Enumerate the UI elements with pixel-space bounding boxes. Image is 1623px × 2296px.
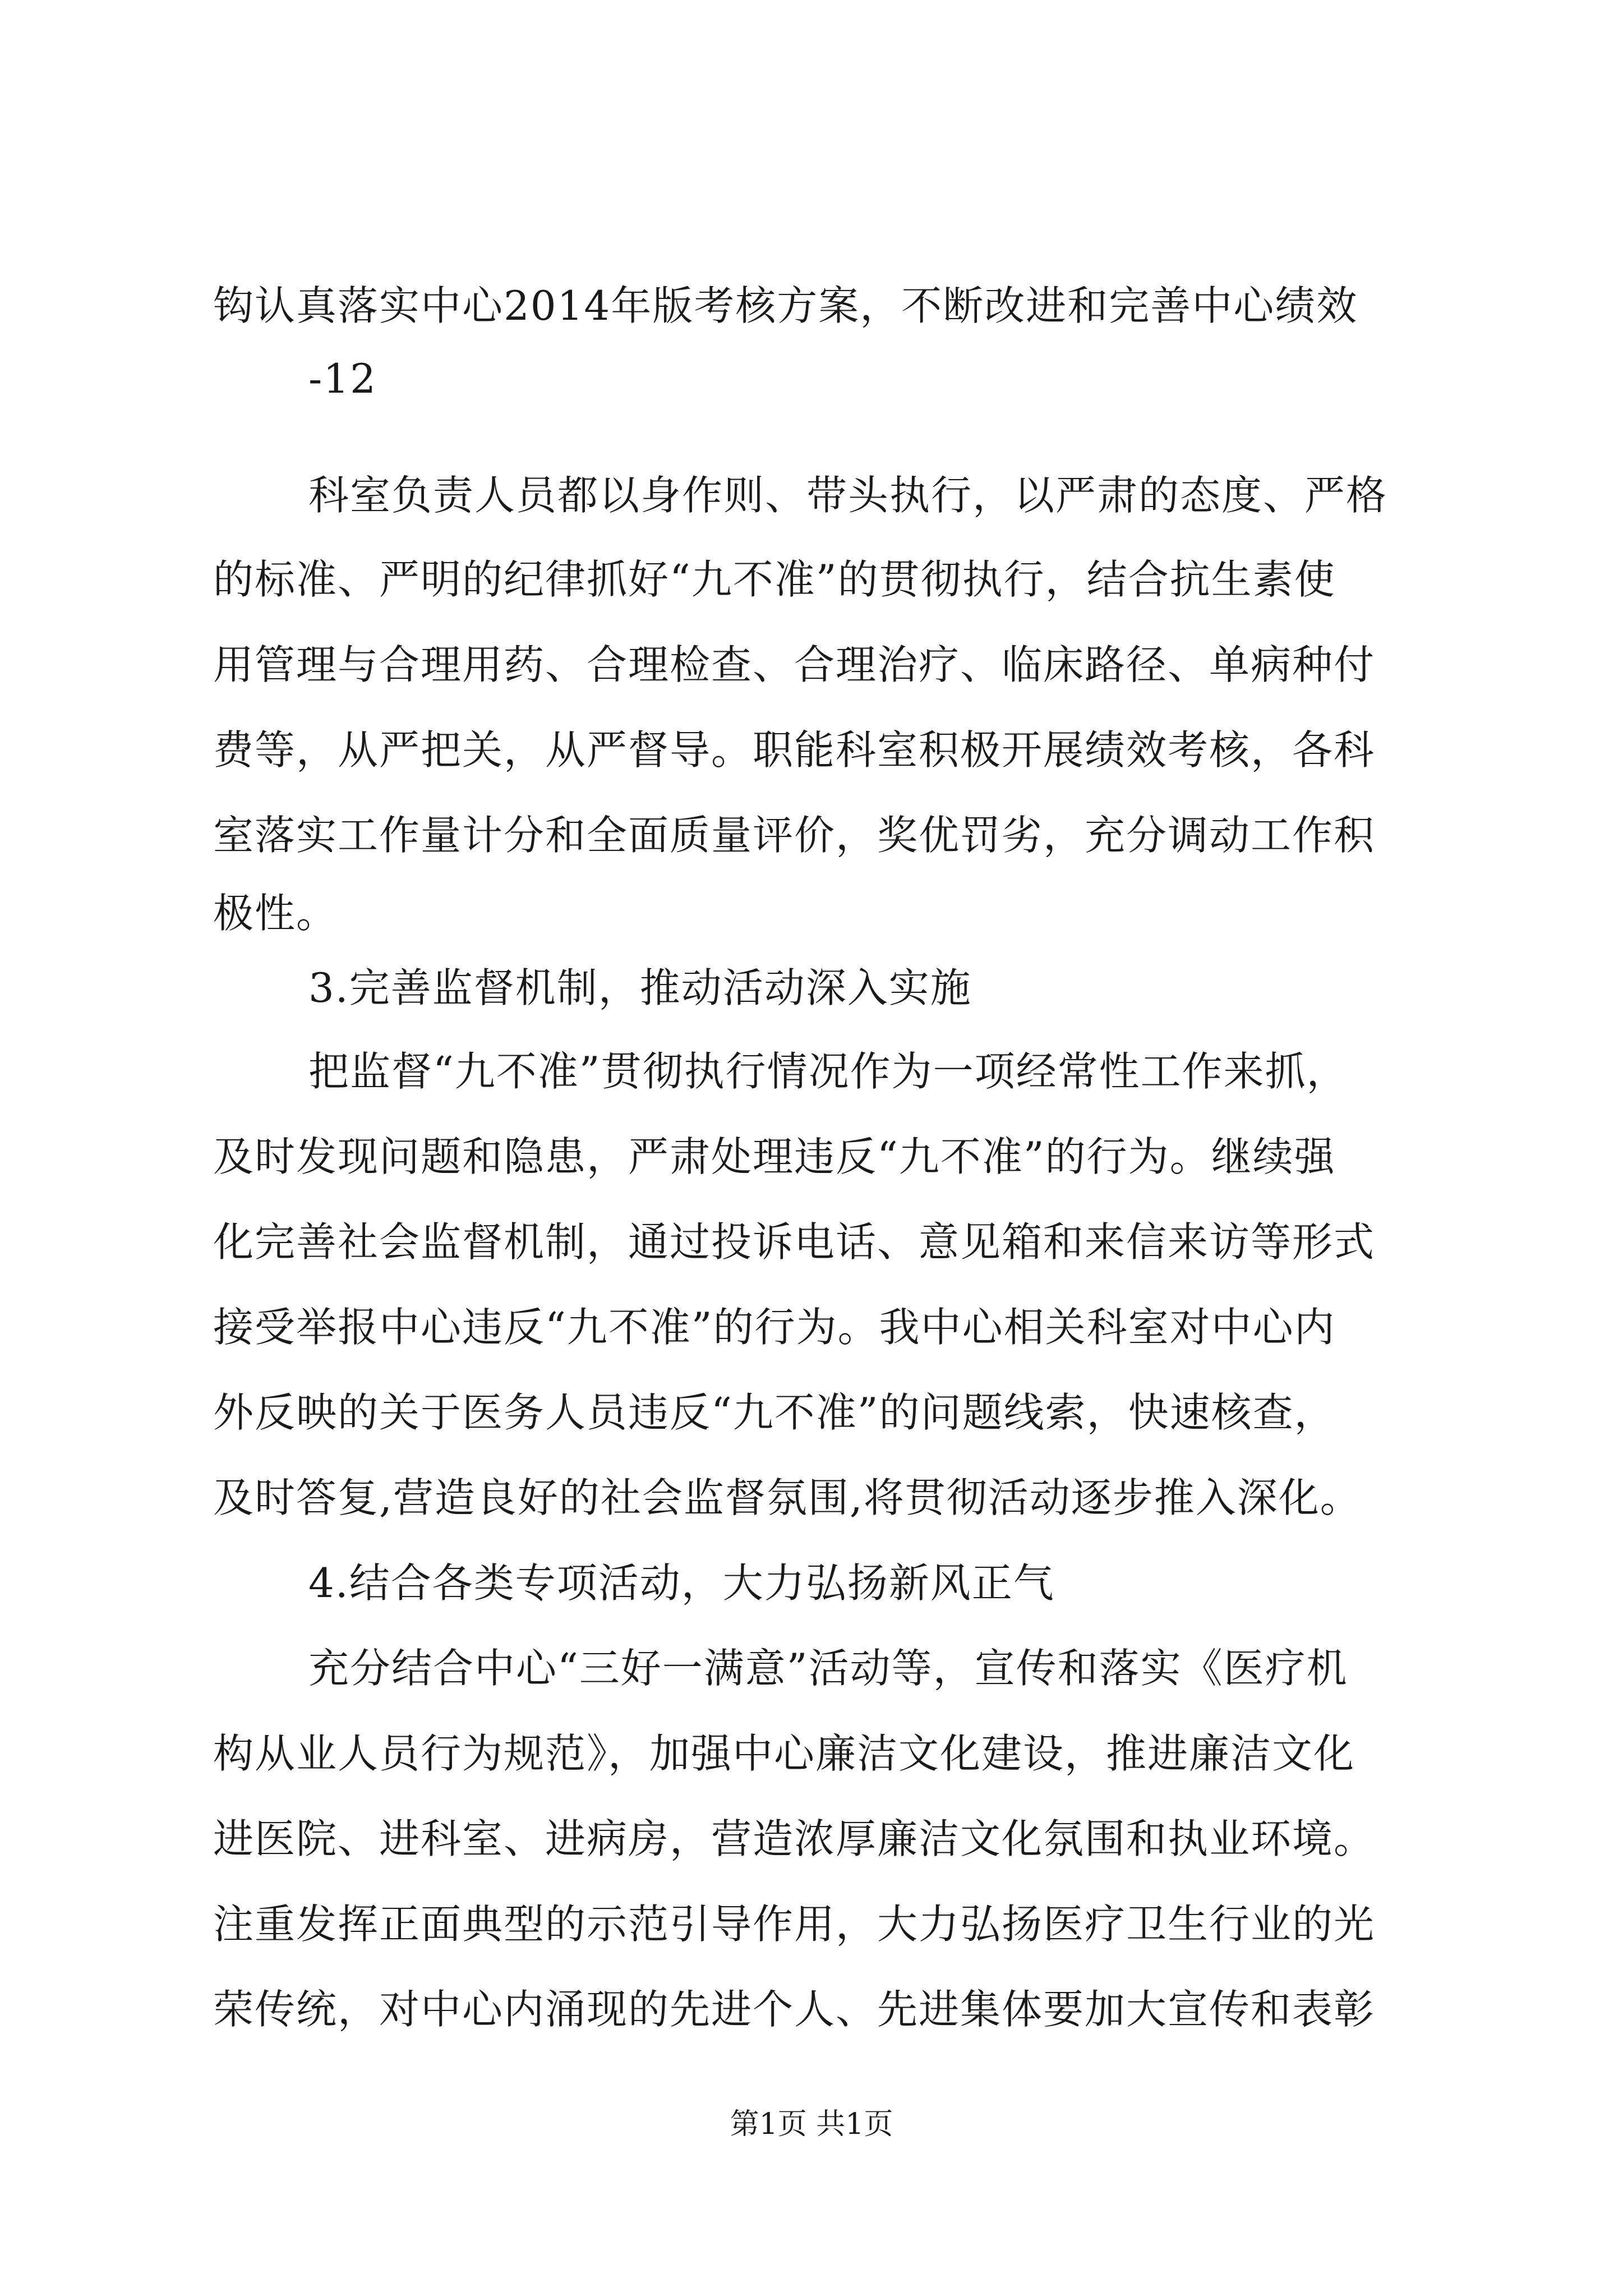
text-line: 及时答复,营造良好的社会监督氛围,将贯彻活动逐步推入深化。 — [213, 1474, 1362, 1521]
page-number-footer: 第1页 共1页 — [730, 2108, 893, 2141]
text-line: 荣传统，对中心内涌现的先进个人、先进集体要加大宣传和表彰 — [213, 1986, 1376, 2033]
text-line: 的标准、严明的纪律抓好“九不准”的贯彻执行，结合抗生素使 — [213, 556, 1336, 603]
text-line: 外反映的关于医务人员违反“九不准”的问题线索，快速核查， — [213, 1389, 1336, 1436]
text-line: 接受举报中心违反“九不准”的行为。我中心相关科室对中心内 — [213, 1304, 1336, 1351]
text-line: 用管理与合理用药、合理检查、合理治疗、临床路径、单病种付 — [213, 641, 1376, 688]
text-line: 室落实工作量计分和全面质量评价，奖优罚劣，充分调动工作积 — [213, 812, 1376, 859]
text-line: 费等，从严把关，从严督导。职能科室积极开展绩效考核，各科 — [213, 726, 1376, 774]
text-line: 注重发挥正面典型的示范引导作用，大力弘扬医疗卫生行业的光 — [213, 1901, 1376, 1948]
paragraph-first-line: 充分结合中心“三好一满意”活动等，宣传和落实《医疗机 — [308, 1645, 1348, 1692]
text-line: 钩认真落实中心2014年版考核方案，不断改进和完善中心绩效 — [213, 282, 1358, 329]
text-line: 及时发现问题和隐患，严肃处理违反“九不准”的行为。继续强 — [213, 1133, 1336, 1180]
section-heading: 4.结合各类专项活动，大力弘扬新风正气 — [308, 1559, 1055, 1607]
paragraph-first-line: 科室负责人员都以身作则、带头执行，以严肃的态度、严格 — [308, 472, 1388, 519]
text-line: 极性。 — [213, 890, 338, 937]
text-line: 进医院、进科室、进病房，营造浓厚廉洁文化氛围和执业环境。 — [213, 1815, 1376, 1862]
text-line: 化完善社会监督机制，通过投诉电话、意见箱和来信来访等形式 — [213, 1218, 1376, 1266]
text-line: -12 — [308, 355, 377, 402]
section-heading: 3.完善监督机制，推动活动深入实施 — [308, 964, 972, 1011]
paragraph-first-line: 把监督“九不准”贯彻执行情况作为一项经常性工作来抓， — [308, 1048, 1348, 1095]
text-line: 构从业人员行为规范》，加强中心廉洁文化建设，推进廉洁文化 — [213, 1730, 1355, 1777]
